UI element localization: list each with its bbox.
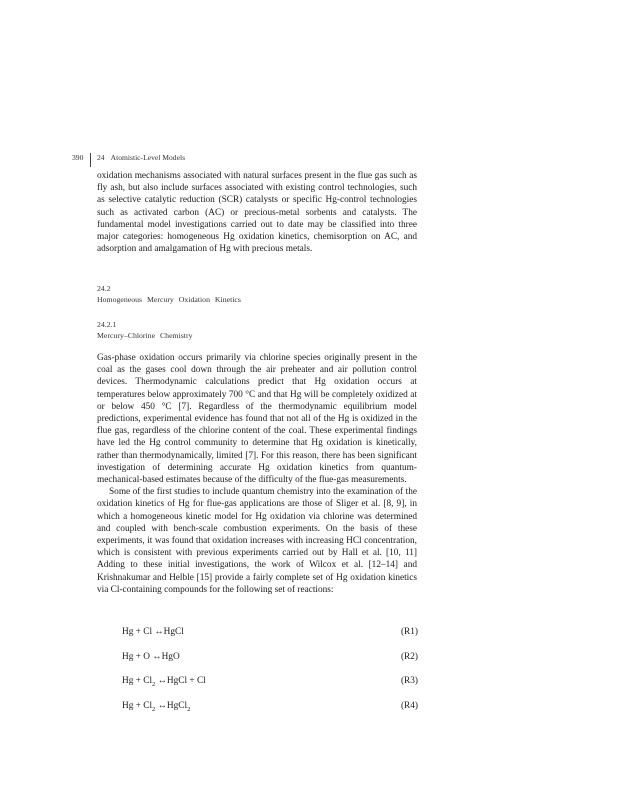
chapter-number: 24 xyxy=(97,152,105,162)
reaction-equation: $Hg + Cl_2$ ↔HgCl$_2$ xyxy=(122,701,191,713)
reaction-label: (R2) xyxy=(400,652,418,662)
reaction-label: (R4) xyxy=(400,701,418,711)
running-head-divider xyxy=(90,153,91,167)
reaction-equation: Hg + O ↔HgO xyxy=(122,652,180,662)
running-head xyxy=(72,150,185,164)
reaction-equation: Hg + Cl ↔HgCl xyxy=(122,627,184,637)
reaction-r3 xyxy=(122,676,418,688)
intro-paragraph xyxy=(97,170,417,255)
reaction-equation: $Hg + Cl_2$ ↔HgCl + Cl xyxy=(122,676,206,688)
paragraph-2: Some of the first studies to include quantum chemistry into the examination of the oxidation kinetics of Hg for flue-gas applications are those of Sliger et al. [8, 9], in which a homogeneous kinetic model for Hg oxidation via chlorine was determined and coupled with bench-scale combustion experiments. On the basis of these experiments, it was found that oxidation increases with increasing HCl concentration, which is consistent with previous experiments carried out by Hall et al. [10, 11] Adding to these initial investigations, the work of Wilcox et al. [12–14] and Krishnakumar and Helble [15] provide a fairly complete set of Hg oxidation kinetics via Cl-containing compounds for the following set of reactions: xyxy=(97,487,417,595)
section-title: Homogeneous Mercury Oxidation Kinetics xyxy=(97,295,241,304)
section-number: 24.2 xyxy=(97,284,111,293)
subsection-number: 24.2.1 xyxy=(97,320,117,329)
intro-paragraph-text: oxidation mechanisms associated with natural surfaces present in the flue gas such as fly ash, but also include surfaces associated with existing control technologies, such as selective catalytic reduction (SCR) catalysts or specific Hg-control technologies such as activated carbon (AC) or precious-metal sorbents and catalysts. The fundamental model investigations carried out to date may be classified into three major categories: homogeneous Hg oxidation kinetics, chemisorption on AC, and adsorption and amalgamation of Hg with precious metals. xyxy=(97,171,417,255)
chapter-title: Atomistic-Level Models xyxy=(110,152,186,162)
subsection-title: Mercury–Chlorine Chemistry xyxy=(97,331,193,340)
page-number: 390 xyxy=(72,152,84,162)
reaction-r2 xyxy=(122,652,418,662)
paragraph-1: Gas-phase oxidation occurs primarily via chlorine species originally present in the coal as the gases cool down through the air preheater and air pollution control devices. Thermodynamic calculations predict that Hg oxidation occurs at temperatures below approximately 700 °C and that Hg will be completely oxidized at or below 450 °C [7]. Regardless of the thermodynamic equilibrium model predictions, experimental evidence has found that not all of the Hg is oxidized in the flue gas, regardless of the chlorine content of the coal. These experimental findings have led the Hg control community to determine that Hg oxidation is kinetically, rather than thermodynamically, limited [7]. For this reason, there has been significant investigation of determining accurate Hg oxidation kinetics from quantum-mechanical-based estimates because of the difficulty of the flue-gas measurements. xyxy=(97,353,417,486)
reaction-label: (R3) xyxy=(400,676,418,686)
reaction-r1 xyxy=(122,627,418,637)
reaction-label: (R1) xyxy=(400,627,418,637)
main-text xyxy=(97,352,417,596)
reaction-r4 xyxy=(122,701,418,713)
